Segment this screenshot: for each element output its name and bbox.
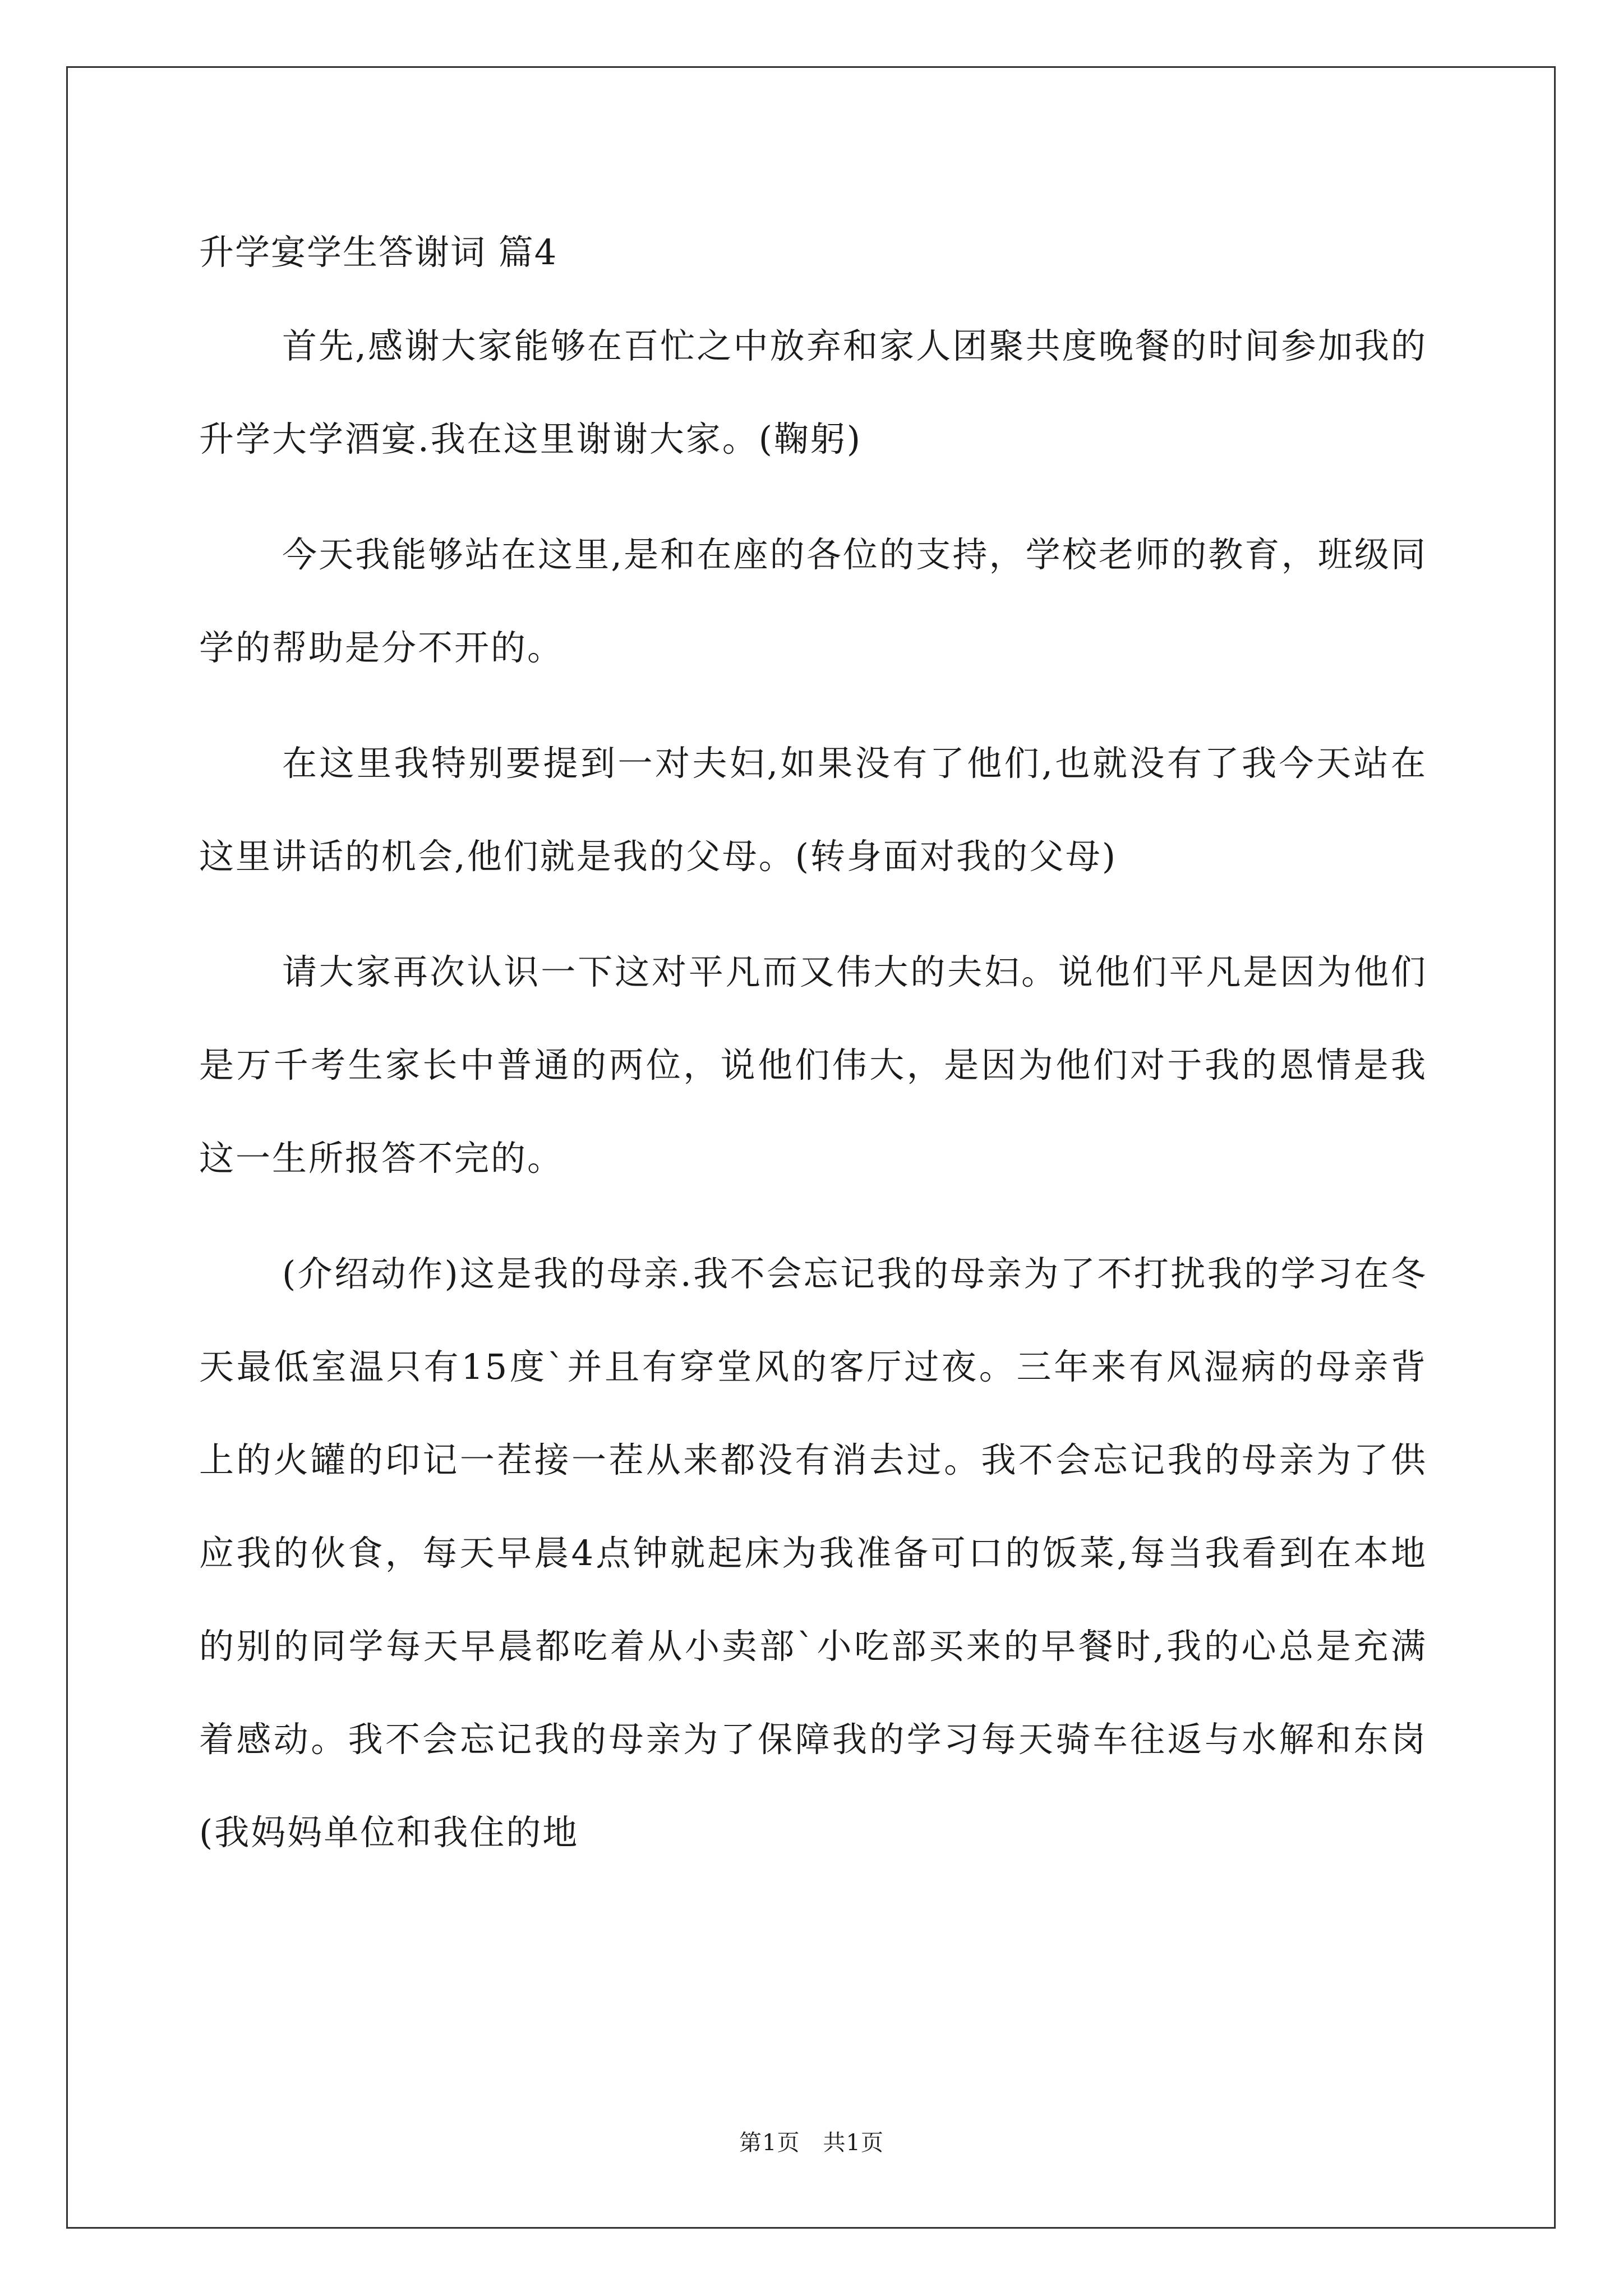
paragraph-1: 首先,感谢大家能够在百忙之中放弃和家人团聚共度晚餐的时间参加我的升学大学酒宴.我在这里谢谢大家。(鞠躬): [199, 325, 1427, 459]
document-body: [199, 219, 1427, 1879]
paragraph-2: 今天我能够站在这里,是和在座的各位的支持，学校老师的教育，班级同学的帮助是分不开的。: [199, 534, 1427, 668]
paragraph-3: 在这里我特别要提到一对夫妇,如果没有了他们,也就没有了我今天站在这里讲话的机会,他们就是我的父母。(转身面对我的父母): [199, 743, 1427, 877]
document-title: 升学宴学生答谢词 篇4: [199, 232, 558, 273]
paragraph-4: 请大家再次认识一下这对平凡而又伟大的夫妇。说他们平凡是因为他们是万千考生家长中普通的两位，说他们伟大，是因为他们对于我的恩情是我这一生所报答不完的。: [199, 951, 1427, 1179]
paragraph-5: (介绍动作)这是我的母亲.我不会忘记我的母亲为了不打扰我的学习在冬天最低室温只有15度`并且有穿堂风的客厅过夜。三年来有风湿病的母亲背上的火罐的印记一茬接一茬从来都没有消去过。我不会忘记我的母亲为了供应我的伙食，每天早晨4点钟就起床为我准备可口的饭菜,每当我看到在本地的别的同学每天早晨都吃着从小卖部`小吃部买来的早餐时,我的心总是充满着感动。我不会忘记我的母亲为了保障我的学习每天骑车往返与水解和东岗(我妈妈单位和我住的地: [199, 1253, 1427, 1853]
page-footer: 第1页 共1页: [739, 2130, 884, 2156]
